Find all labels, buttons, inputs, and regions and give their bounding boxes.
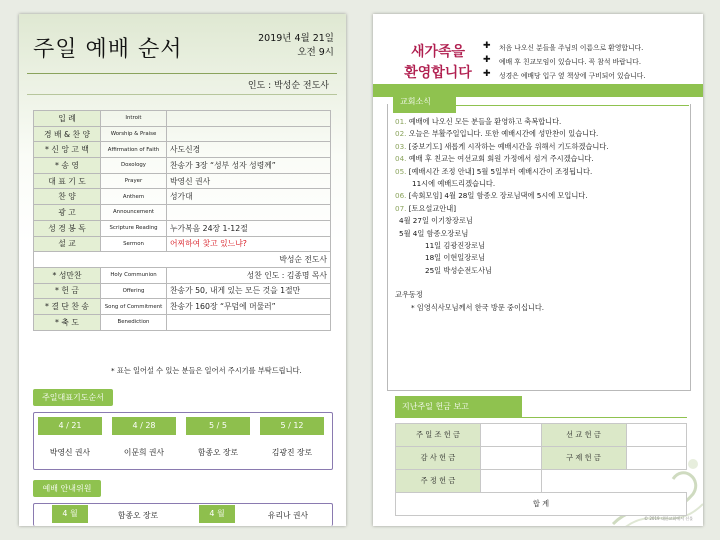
order-row [34,314,331,330]
order-item-en: Doxology [101,158,167,174]
order-item-detail: 사도신경 [167,142,331,158]
service-time: 오전 9시 [297,47,334,58]
offering-value-sunday [481,424,542,447]
news-text: 예배 후 친교는 여선교회 회원 가정에서 섬겨 주시겠습니다. [408,154,594,164]
news-item [395,153,685,165]
order-item-ko: 입 례 [34,111,101,127]
order-item-ko: 성 경 봉 독 [34,220,101,236]
usher-heading: 예배 안내위원 [33,480,101,497]
standing-note: * 표는 일어설 수 있는 분들은 일어서 주시기를 부탁드립니다. [111,366,302,375]
order-item-en: Scripture Reading [101,220,167,236]
order-item-ko [34,252,101,268]
offering-value-thanks [481,447,542,470]
service-datetime [234,32,334,60]
order-item-detail: 박영신 권사 [167,173,331,189]
news-text: [토요설교안내] [408,203,457,213]
order-item-ko: 광 고 [34,205,101,221]
welcome-heading-line2: 환영합니다 [404,65,472,81]
prayer-schedule-heading: 주일대표기도순서 [33,389,113,406]
news-item [395,116,685,128]
order-item-ko: * 성만찬 [34,267,101,283]
order-row [34,283,331,299]
welcome-heading-line1: 새가족을 [410,44,466,60]
order-item-ko: 설 교 [34,236,101,252]
page-title: 주일 예배 순서 [33,37,183,62]
order-item-en: Anthem [101,189,167,205]
order-row [34,126,331,142]
order-row [34,111,331,127]
news-item [395,166,685,178]
order-row [34,205,331,221]
sermon-schedule-item: 25일 박성순전도사님 [425,265,492,275]
order-item-ko: * 축 도 [34,314,101,330]
order-item-detail: 성찬 인도 : 김종명 목사 [167,267,331,283]
welcome-line: 처음 나오신 분들을 주님의 이름으로 환영합니다. [499,44,644,52]
news-number: 02. [395,129,407,139]
order-row [34,267,331,283]
bulletin-left-page [19,14,346,526]
church-news-list [395,116,685,314]
order-item-ko: * 헌 금 [34,283,101,299]
empty-cell [626,470,687,493]
service-date: 2019년 4월 21일 [258,33,334,44]
order-item-en: Prayer [101,173,167,189]
order-item-ko: 대 표 기 도 [34,173,101,189]
order-item-detail [167,126,331,142]
offering-report-tab: 지난주일 헌금 보고 [395,396,522,418]
church-news-tab: 교회소식 [393,91,456,113]
prayer-name: 함종오 장로 [197,448,239,457]
news-text: [속회모임] 4월 28일 함종오 장로님댁에 5시에 모입니다. [408,191,588,201]
usher-name: 함종오 장로 [117,511,159,520]
prayer-date: 5 / 12 [260,417,324,435]
offering-label-mission: 선 교 헌 금 [541,424,626,447]
order-item-detail: 찬송가 50, 내게 있는 모든 것을 1절만 [167,283,331,299]
news-item [395,141,685,153]
order-item-en: Holy Communion [101,267,167,283]
prayer-name: 이문희 권사 [123,448,165,457]
offering-label-thanks: 감 사 헌 금 [396,447,481,470]
bulletin-right-page [373,14,703,526]
order-item-en: Sermon [101,236,167,252]
worship-leader: 인도 : 박성순 전도사 [247,81,329,91]
order-item-detail [167,314,331,330]
welcome-line: 성경은 예배당 입구 옆 책상에 구비되어 있습니다. [499,72,646,80]
plus-icon: ✚ [483,69,491,79]
copyright-text: © 2019 대한교회에서 선물 [644,516,693,521]
news-text: [중보기도] 새롭게 시작하는 예배시간을 위해서 기도하겠습니다. [408,141,609,151]
sermon-schedule-item: 11일 김광진장로님 [425,241,486,251]
order-row [34,189,331,205]
plus-icon: ✚ [483,41,491,51]
news-number: 04. [395,154,407,164]
sermon-schedule-item: 5월 4일 함종오장로님 [399,228,469,238]
news-number: 03. [395,141,407,151]
order-item-ko: 찬 양 [34,189,101,205]
prayer-date: 4 / 28 [112,417,176,435]
offering-value-mission [626,424,687,447]
offering-label-special: 주 정 헌 금 [396,470,481,493]
news-number: 07. [395,203,407,213]
news-text: 오늘은 부활주일입니다. 또한 예배시간에 성만찬이 있습니다. [408,129,599,139]
order-row [34,158,331,174]
order-row [34,220,331,236]
news-text: 예배에 나오신 모든 분들을 환영하고 축복합니다. [408,117,562,126]
order-row [34,142,331,158]
news-item [395,128,685,140]
prayer-name: 김광진 장로 [271,448,313,457]
order-item-ko: * 결 단 찬 송 [34,299,101,315]
usher-name: 유리나 권사 [267,511,309,520]
order-row [34,252,331,268]
order-item-detail: 찬송가 3장 “성부 성자 성령께” [167,158,331,174]
news-item [395,178,685,190]
order-item-en: Introit [101,111,167,127]
news-item [395,203,685,215]
offering-label-sunday: 주 일 조 헌 금 [396,424,481,447]
order-item-detail [167,111,331,127]
order-row [34,299,331,315]
order-item-detail: 누가복음 24장 1-12절 [167,220,331,236]
members-line: * 임영식사모님께서 한국 방문 중이십니다. [411,302,545,312]
order-item-detail: 성가대 [167,189,331,205]
news-number: 06. [395,191,407,201]
order-of-service-table [33,110,331,331]
offering-total: 합 계 [396,493,687,516]
order-item-en: Song of Commitment [101,299,167,315]
news-text: 11시에 예배드리겠습니다. [412,179,496,189]
order-item-en: Announcement [101,205,167,221]
spacer [395,277,685,289]
usher-month: 4 월 [199,505,235,523]
offering-value-relief [626,447,687,470]
news-text: [예배시간 조정 안내] 5월 5일부터 예배시간이 조정됩니다. [408,166,593,176]
welcome-line: 예배 후 친교모임이 있습니다. 꼭 참석 바랍니다. [499,58,642,66]
order-row [34,236,331,252]
sermon-schedule-item: 4월 27일 이기창장로님 [399,216,473,226]
order-item-en: Benediction [101,314,167,330]
divider [27,73,337,74]
tab-underline [515,417,687,418]
order-item-ko: * 신 앙 고 백 [34,142,101,158]
order-item-detail: 어찌하여 찾고 있느냐? [167,236,331,252]
empty-cell [541,470,626,493]
order-item-detail [167,205,331,221]
offering-label-relief: 구 제 헌 금 [541,447,626,470]
news-number: 01. [395,117,407,126]
welcome-heading [403,42,473,84]
order-row [34,173,331,189]
usher-month: 4 월 [52,505,88,523]
prayer-date: 4 / 21 [38,417,102,435]
order-item-ko: * 송 영 [34,158,101,174]
order-item-en: Offering [101,283,167,299]
plus-icon: ✚ [483,55,491,65]
news-number: 05. [395,166,407,176]
order-item-en: Affirmation of Faith [101,142,167,158]
offering-value-special [481,470,542,493]
divider [27,94,337,95]
prayer-name: 박영신 권사 [49,448,91,457]
members-title: 교우동정 [395,290,423,300]
offering-report-table [395,423,687,516]
news-item [395,190,685,202]
order-item-detail: 찬송가 160장 “무덤에 머물러” [167,299,331,315]
order-item-detail: 박성순 전도사 [101,252,331,268]
order-item-en: Worship & Praise [101,126,167,142]
sermon-schedule-item: 18일 이현일장로님 [425,253,486,263]
prayer-date: 5 / 5 [186,417,250,435]
order-item-ko: 경 배 & 찬 양 [34,126,101,142]
